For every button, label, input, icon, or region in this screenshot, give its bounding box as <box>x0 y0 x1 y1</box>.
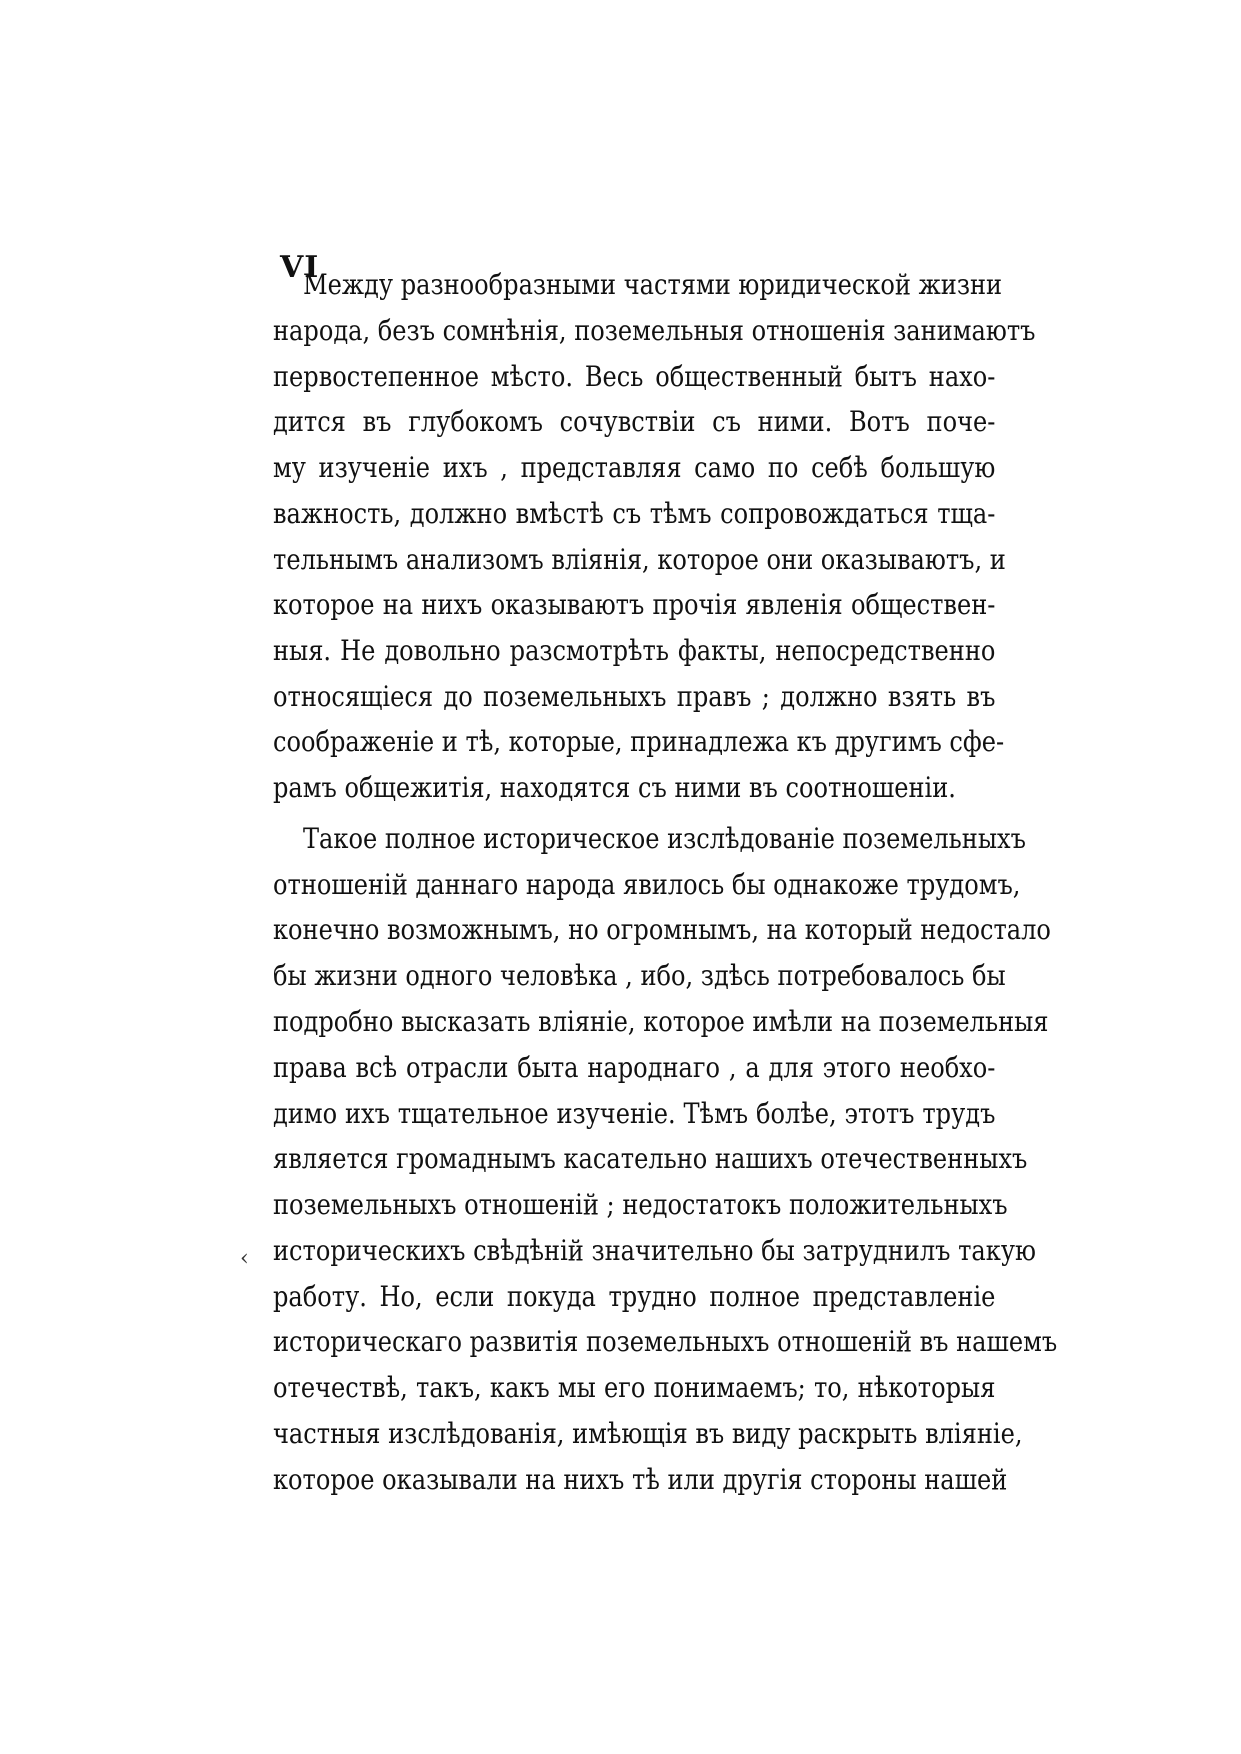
text-line: поземельныхъ отношеній ; недостатокъ положительныхъ <box>273 1188 1008 1221</box>
text-line: является громаднымъ касательно нашихъ отечественныхъ <box>273 1142 1028 1175</box>
text-line: ныя. Не довольно разсмотрѣть факты, непосредственно <box>273 634 996 667</box>
text-line: важность, должно вмѣстѣ съ тѣмъ сопровождаться тща- <box>273 497 996 530</box>
text-line: частныя изслѣдованія, имѣющія въ виду раскрыть вліяніе, <box>273 1417 1023 1450</box>
text-line: народа, безъ сомнѣнія, поземельныя отношенія занимаютъ <box>273 314 1036 347</box>
text-line: дится въ глубокомъ сочувствіи съ ними. Вотъ поче- <box>273 405 996 438</box>
margin-mark: ‹ <box>240 1246 249 1271</box>
text-line: отечествѣ, такъ, какъ мы его понимаемъ; то, нѣкоторыя <box>273 1371 996 1404</box>
text-line: тельнымъ анализомъ вліянія, которое они оказываютъ, и <box>273 543 1006 576</box>
text-line: отношеній даннаго народа явилось бы однакоже трудомъ, <box>273 868 1021 901</box>
text-line: подробно высказать вліяніе, которое имѣли на поземельныя <box>273 1005 1049 1038</box>
text-line: которое на нихъ оказываютъ прочія явленія обществен- <box>273 588 996 621</box>
text-line: историческаго развитія поземельныхъ отношеній въ нашемъ <box>273 1325 1058 1358</box>
text-line: первостепенное мѣсто. Весь общественный бытъ нахо- <box>273 360 996 393</box>
text-line: димо ихъ тщательное изученіе. Тѣмъ болѣе, этотъ трудъ <box>273 1097 996 1130</box>
text-line: которое оказывали на нихъ тѣ или другія стороны нашей <box>273 1463 1008 1496</box>
text-line: му изученіе ихъ , представляя само по себѣ большую <box>273 451 996 484</box>
text-line: конечно возможнымъ, но огромнымъ, на который недостало <box>273 913 1051 946</box>
text-line: Такое полное историческое изслѣдованіе поземельныхъ <box>303 822 1026 855</box>
text-line: бы жизни одного человѣка , ибо, здѣсь потребовалось бы <box>273 959 1006 992</box>
text-line: относящіеся до поземельныхъ правъ ; должно взять въ <box>273 680 996 713</box>
text-line: историческихъ свѣдѣній значительно бы затруднилъ такую <box>273 1234 1036 1267</box>
text-line: работу. Но, если покуда трудно полное представленіе <box>273 1280 996 1313</box>
page-number: VI <box>280 250 320 285</box>
text-line: права всѣ отрасли быта народнаго , а для этого необхо- <box>273 1051 996 1084</box>
text-line: рамъ общежитія, находятся съ ними въ соотношеніи. <box>273 771 956 804</box>
text-line: соображеніе и тѣ, которые, принадлежа къ другимъ сфе- <box>273 725 1005 758</box>
text-line: Между разнообразными частями юридической жизни <box>303 268 1003 301</box>
